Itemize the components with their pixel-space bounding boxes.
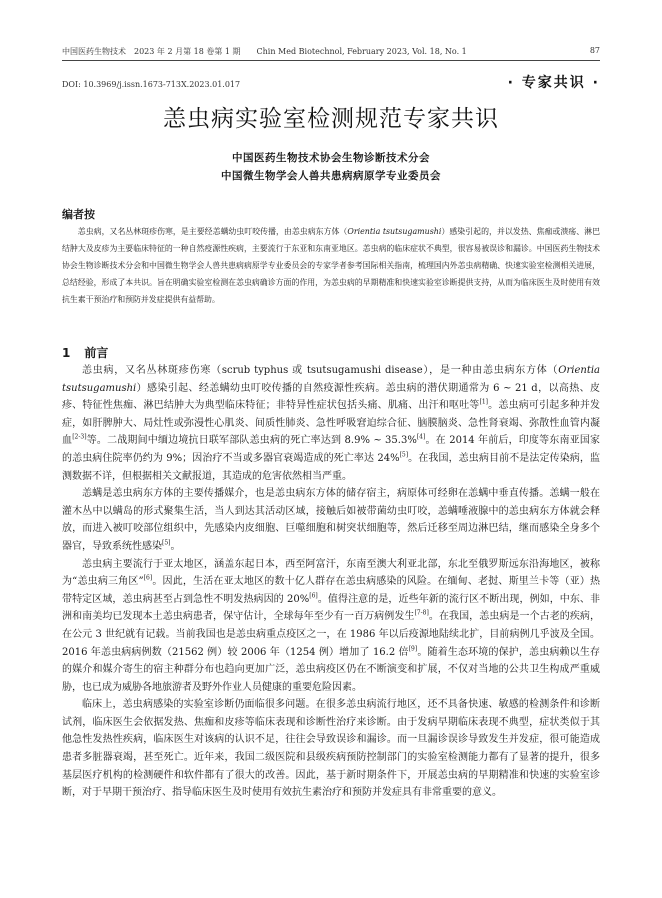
citation-ref[interactable]: [5] xyxy=(162,539,171,547)
citation-ref[interactable]: [6] xyxy=(143,574,153,582)
citation-ref[interactable]: [4] xyxy=(416,434,426,442)
affiliation-1: 中国医药生物技术协会生物诊断技术分会 xyxy=(232,152,430,164)
journal-citation: 中国医药生物技术 2023 年 2 月第 18 卷第 1 期 Chin Med Biotechnol, February 2023, Vol. 18, No. 1 xyxy=(62,47,467,56)
citation-ref[interactable]: [9] xyxy=(408,645,418,653)
header-divider xyxy=(62,60,600,61)
body-text xyxy=(62,362,600,802)
paragraph-1: 恙虫病，又名丛林斑疹伤寒（scrub typhus 或 tsutsugamushi disease），是一种由恙虫病东方体（Orientia tsutsugamushi）感染引起、经恙螨幼虫叮咬传播的自然疫源性疾病。恙虫病的潜伏期通常为 6 ~ 21 d，以高热、皮疹、特征性焦痂、淋巴结肿大为典型临床特征；非特异性症状包括头痛、肌痛、出汗和呕吐等[1]。恙虫病可引起多种并发症，如肝脾肿大、局灶性或弥漫性心肌炎、间质性肺炎、急性呼吸窘迫综合征、脑膜脑炎、急性肾衰竭、弥散性血管内凝血[2-3]等。二战期间中缅边境抗日联军部队恙虫病的死亡率达到 8.9% ~ 35.3%[4]。在 2014 年前后，印度等东南亚国家的恙虫病住院率仍约为 9%；因治疗不当或多器官衰竭造成的死亡率达 24%[5]。在我国，恙虫病目前不是法定传染病，监测数据不详，但根据相关文献报道，其造成的危害依然相当严重。 xyxy=(62,365,601,482)
citation-ref[interactable]: [6] xyxy=(309,592,318,600)
citation-ref[interactable]: [5] xyxy=(399,451,409,459)
column-tag: · 专家共识 · xyxy=(507,75,600,91)
doi[interactable]: DOI: 10.3969/j.issn.1673-713X.2023.01.017 xyxy=(62,80,241,89)
editor-note-heading: 编者按 xyxy=(62,208,95,221)
affiliation-2: 中国微生物学会人兽共患病病原学专业委员会 xyxy=(221,170,441,182)
article-title: 恙虫病实验室检测规范专家共识 xyxy=(163,106,499,132)
section-heading xyxy=(62,344,108,361)
citation-ref[interactable]: [1] xyxy=(479,398,488,406)
paragraph-3: 恙虫病主要流行于亚太地区，涵盖东起日本，西至阿富汗，东南至澳大利亚北部，东北至俄罗斯远东沿海地区，被称为“恙虫病三角区”[6]。因此，生活在亚太地区的数十亿人群存在恙虫病感染的风险。在缅甸、老挝、斯里兰卡等（亚）热带特定区域，恙虫病甚至占到急性不明发热病因的 20%[6]。值得注意的是，近些年新的流行区不断出现，例如，中东、非洲和南美均已发现本土恙虫病患者，保守估计，全球每年至少有一百万病例发生[7-8]。在我国，恙虫病是一个古老的疾病，在公元 3 世纪就有记载。当前我国也是恙虫病重点疫区之一，在 1986 年以后疫源地陆续北扩，目前病例几乎波及全国。2016 年恙虫病病例数（21562 例）较 2006 年（1254 例）增加了 16.2 倍[9]。随着生态环境的保护，恙虫病赖以生存的媒介和媒介寄生的宿主种群分布也趋向更加广泛，恙虫病疫区仍在不断演变和扩展，不仅对当地的公共卫生构成严重威胁，也已成为威胁各地旅游者及野外作业人员健康的重要危险因素。 xyxy=(62,558,601,693)
section-number: 1 xyxy=(62,346,71,360)
section-title: 前言 xyxy=(84,346,109,360)
citation-ref[interactable]: [7-8] xyxy=(414,609,429,617)
page-number: 87 xyxy=(589,46,600,55)
pathogen-name: Orientia tsutsugamushi xyxy=(347,227,442,236)
paragraph-4: 临床上，恙虫病感染的实验室诊断仍面临很多问题。在很多恙虫病流行地区，还不具备快速、敏感的检测条件和诊断试剂，临床医生会依据发热、焦痂和皮疹等临床表现和诊断性治疗来诊断。由于发病早期临床表现不典型，症状类似于其他急性发热性疾病，临床医生对该病的认识不足，往往会导致误诊和漏诊。而一旦漏诊误诊导致发生并发症，很可能造成患者多脏器衰竭，甚至死亡。近年来，我国二级医院和县级疾病预防控制部门的实验室检测能力都有了显著的提升，很多基层医疗机构的检测硬件和软件都有了很大的改善。因此，基于新时期条件下，开展恙虫病的早期精准和快速的实验室诊断，对于早期干预治疗、指导临床医生及时使用有效抗生素治疗和预防并发症具有非常重要的意义。 xyxy=(62,699,600,799)
paragraph-2: 恙螨是恙虫病东方体的主要传播媒介，也是恙虫病东方体的储存宿主，病原体可经卵在恙螨中垂直传播。恙螨一般在灌木丛中以螨岛的形式聚集生活，当人到达其活动区域，接触后如被带菌幼虫叮咬，恙螨唾液腺中的恙虫病东方体就会释放，而进入被叮咬部位组织中，先感染内皮细胞、巨噬细胞和树突状细胞等，然后迁移至周边淋巴结，继而感染全身多个器官，导致系统性感染[5]。 xyxy=(62,488,600,552)
citation-ref[interactable]: [2-3] xyxy=(72,434,87,442)
editor-note: 恙虫病，又名丛林斑疹伤寒，是主要经恙螨幼虫叮咬传播，由恙虫病东方体（Orientia tsutsugamushi）感染引起的，并以发热、焦痂或溃疡、淋巴结肿大及皮疹为主要临床特征的一种自然疫源性疾病，主要流行于东亚和东南亚地区。恙虫病的临床症状不典型，很容易被误诊和漏诊。中国医药生物技术协会生物诊断技术分会和中国微生物学会人兽共患病病原学专业委员会的专家学者参考国际相关指南，梳理国内外恙虫病精确、快速实验室检测相关进展，总结经验，形成了本共识。旨在明确实验室检测在恙虫病确诊方面的作用，为恙虫病的早期精准和快速实验室诊断提供支持，从而为临床医生及时使用有效抗生素干预治疗和预防并发症提供有益帮助。 xyxy=(62,227,600,304)
